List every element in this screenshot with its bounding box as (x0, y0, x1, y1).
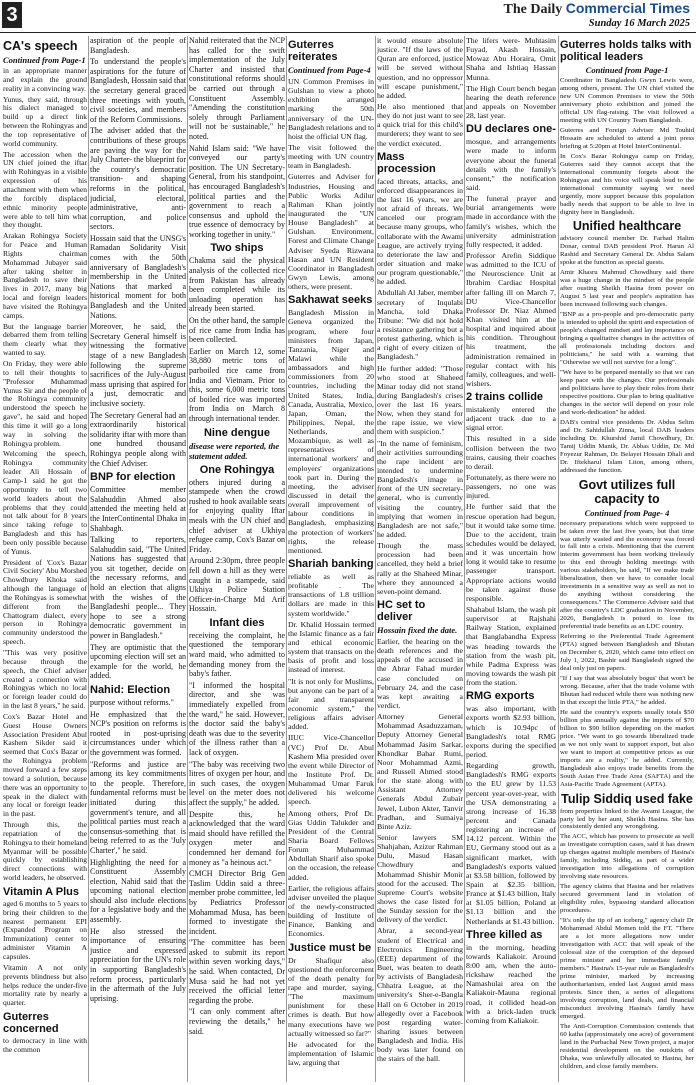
column-lifers (466, 36, 556, 1082)
paragraph: Chakma said the physical analysis of the collected rice from Pakistan has already been completed while its unloading operation has already been started. (189, 256, 285, 314)
paragraph: Yunus, they said, through his dialect managed to build up a direct link between the Rohingyas and the top representative of world community. (3, 94, 87, 148)
headline-one-rohingya: One Rohingya (199, 463, 275, 476)
paragraph: Amir Khasru Mahmud Chowdhury said there was a huge change in the mindset of the people after ousting Sheikh Hasina from power on August 5 last year and people's aspiration has been increased following such changes. (560, 269, 694, 309)
paragraph: Dr Shafiqur also questioned the enforcement of the death penalty for rape and murder, saying, "The maximum punishment for these crimes is death. But how many executions have we actually witnessed so far?" (288, 955, 374, 1038)
paragraph: Nahid Islam said: "We have conveyed our party's position. The UN Secretary-General, from his standpoint, has encouraged Bangladesh's political parties and the government to reach a consensus and uphold the true essence of democracy by working together in unity." (189, 143, 285, 239)
column-5 (377, 36, 463, 1082)
headline-shariah-banking: Shariah banking (288, 558, 374, 571)
headline: DU declares one- (466, 123, 556, 136)
brand-name (490, 0, 690, 18)
headline-mass-procession: Mass procession (377, 150, 436, 175)
column-divider (187, 36, 188, 1082)
subhead: disease were reported, the statement added. (189, 440, 280, 461)
paragraph: The agency claims that Hasina and her relatives secured government land in violation of eligibility rules, bypassing standard allocation procedures. (560, 883, 694, 915)
paragraph: mistakenly entered the adjacent track due to a signal error. (466, 405, 556, 433)
paragraph: The visit followed the meeting with UN country team in Bangladesh. (288, 142, 374, 171)
headline-tulip-siddiq: Tulip Siddiq used fake (561, 791, 693, 806)
paragraph: The funeral prayer and burial arrangements were made in accordance with the family's wishes, which the university administration fully respected, it added. (466, 194, 556, 249)
column-divider (558, 36, 559, 1082)
paragraph: Nahid reiterated that the NCP has called for the swift implementation of the July Charter and insisted that constitutional reforms should be carried out through a Constituent Assembly. "Amending the constitution solely through Parliament will not be sustainable," he noted. (189, 36, 285, 141)
paragraph: Coordinator in Bangladesh Gwyn Lewis were, among others, present. The UN chief visited the new UN Common Premises to view the 50th anniversary photo exhibition and joined the official UN flag-raising. The visit followed a meeting with UN Country Team Bangladesh. (560, 77, 694, 124)
paragraph: In Cox's Bazar Rohingya camp on Friday, Guterres said they cannot accept that the international community forgets about the Rohingyas and his voice will speak loud to the international community saying we need urgently, more support because this population badly needs that support to be able to live in dignity here in Bangladesh. (560, 152, 694, 216)
continued-note: Continued from Page- 4 (584, 507, 670, 518)
paragraph: reliable as well as profitable . The transactions of 1.8 trillion dollars are made in this system worldwide." (288, 572, 374, 618)
column-divider (286, 36, 287, 1082)
paragraph: Committee member Salahuddin Ahmed also attended the meeting held at the InterContinental Dhaka in Shahbagh. (90, 485, 186, 533)
paragraph: in the morning, heading towards Kaliakoir. Around 8:00 am, when the auto-rickshaw reached the Namashulai area on the Kaliakoir-Mauna regional road, it collided head-on with a brick-laden truck coming from Kaliakoir. (466, 942, 556, 1025)
paragraph: Highlighting the need for a Constituent Assembly election, Nahid said that the upcoming national election should also include elections for a legislative body and the assembly. (90, 857, 186, 925)
paragraph: Earlier on March 12, some 38,880 metric tons of parboiled rice came from India and Vietnam. Prior to this, some 6,000 metric tons of boiled rice was imported from India on March 8 through international tender. (189, 346, 285, 423)
paragraph: The ACC, which has powers to prosecute as well as investigate corruption cases, said it has drawn up charges against multiple members of Hasina's family, including Siddiq, as part of a wider investigation into allegations of corruption involving state resources. (560, 833, 694, 881)
headline-justice-must-be: Justice must be (288, 941, 372, 954)
paragraph: The lifers were- Muhtasim Fuyad, Akash Hossain, Mowaz Abu Horaira, Omit Shaha and Ishtiaq Hassan Munna. (466, 36, 556, 82)
paragraph: Shahabul Islam, the wash pit supervisor at Rajshahi Railway Station, explained that Banglabandha Express was heading towards the station from the wash pit, while Padma Express was moving towards the wash pit from the station. (466, 605, 556, 688)
headline-hc-verdict: HC set to deliver (377, 599, 426, 624)
paragraph: others injured during a stampede when the crowd rushed to hook available seats for enjoying quality Iftar meals with the UN chief and chief adviser at Ukhiya refugee camp, Cox's Bazar on Friday. (189, 477, 285, 554)
headline-unified-healthcare: Unified healthcare (572, 219, 682, 234)
paragraph: Though the mass procession had been cancelled, they held a brief rally at the Shaheed Minar, where they announced a seven-point demand. (377, 541, 463, 596)
paragraph: from properties linked to the Awami League, the party led by her aunt, Sheikh Hasina. She has consistently denied any wrongdoing. (560, 807, 694, 831)
headline: RMG exports (466, 690, 535, 703)
paragraph: CMCH Director Brig Gen Taslim Uddin said a three-member probe committee, led by Pediatrics Professor Mohammad Musa, has been formed to investigate the incident. (189, 869, 285, 936)
column-4 (288, 36, 374, 1082)
headline-govt-capacity: Govt utilizes full capacity to (578, 477, 676, 506)
headline-vitamin-a: Vitamin A Plus (3, 885, 80, 898)
column-3 (189, 36, 285, 1082)
paragraph: Earlier, the religious affairs adviser unveiled the plaque of the newly-constructed building of Institute of Finance, Banking and Economics. (288, 883, 374, 939)
paragraph: "It is not only for Muslims, but anyone can be part of a fair and transparent economic system," the religious affairs adviser added. (288, 676, 374, 732)
paragraph: "The baby was receiving two litres of oxygen per hour, and in such cases, the oxygen level on the meter does not affect the supply," he added. (189, 759, 285, 807)
headline-bnp-election: BNP for election (90, 471, 176, 484)
paragraph: Through this, the repatriation of the Rohingya to their homeland Myanmar will be possible quickly by establishing direct connections with world leaders, he observed. (3, 820, 87, 883)
column-divider (375, 36, 376, 1082)
paragraph: He emphasized that the NCP's position on reforms is rooted in post-uprising circumstances under which the government was formed. (90, 709, 186, 757)
paragraph: Attorney General Mohammad Asaduzzaman, Deputy Attorney General Mohammad Jasim Sarkar, Khondkar Bahar Rumi, Noor Mohammad Azmi, and Russell Ahmed stood for the state along with Assistant Attorney Generals Abdul Zubair Jewel, Lubon Akter, Tanvir Pradhan, and Sumaiya Binte Aziz. (377, 712, 463, 831)
paragraph: Dr. Khalid Hossain termed the Islamic finance as a fair and ethical economic system that transacts on the basis of profit and loss instead of interest. (288, 619, 374, 675)
masthead (0, 0, 696, 33)
paragraph: He advocated for the implementation of Islamic law, arguing that (288, 1039, 374, 1068)
paragraph: necessary preparations which were supposed to be taken over the last five years, but that time was utterly wasted and the economy was forced to fall into a crisis. Mentioning that the current interim government has been working tirelessly to this end through holding meetings with various stakeholders, he said, "If we make trade liberalization, then we have to consider local investments in a sensitive way as well as not to do anything without considering the consequences." The Commerce Adviser said that after the country's LDC graduation in November, 2026, Bangladesh is poised to lose its preferential trade benefits as an LDC country. (560, 519, 694, 631)
paragraph: This resulted in a side collision between the two trains, causing their coaches to derail. (466, 434, 556, 471)
headline-two-ships: Two ships (210, 242, 264, 255)
paragraph: "BNP as a pro-people and pro-democratic party is intended to uphold the spirit and expectation of people's changed mindset and lay importance on bringing a qualitative changes in the activities of all professionals including doctors and politicians," he said with a warning that "Otherwise we will not survive for a long". (560, 311, 694, 366)
paragraph: Abrar, a second-year student of Electrical and Electronics Engineering (EEE) department of the Buet, was beaten to death by activists of Bangladesh Chhatra League, at the university's Sher-e-Bangla Hall on 6 October in 2019 allegedly over a Facebook post regarding water-sharing issues between Bangladesh and India. His body was later found on the stairs of the hall. (377, 926, 463, 1064)
paragraph: Arakan Rohingya Society for Peace and Human Rights chairman Mohammad Jubayer said after taking shelter in Bangladesh to save their lives in 2017, many big local and foreign leaders have visited the Rohingya camps. (3, 231, 87, 320)
brand (490, 0, 690, 30)
paragraph: He also stressed the importance of ensuring justice and expressed appreciation for the UN's role in supporting Bangladesh's reform process, particularly in the aftermath of the July uprising. (90, 926, 186, 1003)
column-divider (464, 36, 465, 1082)
paragraph: IIUC Vice-Chancellor (VC) Prof Dr. Abul Kashem Mia presided over the event while Director of the Institute Prof. Dr. Muhammad Umar Faruk delivered his welcome speech. (288, 733, 374, 807)
headline-guterres-concerned: Guterres concerned (3, 1011, 59, 1036)
paragraph: The accession when the UN chief joined the iftar with Rohingyas in a visible expression of his attachment with them when the forcibly displaced ethnic minority people were able to tell him what they thought. (3, 149, 87, 230)
paragraph: Regarding growth, Bangladesh's RMG exports to the EU grew by 11.53 percent year-over-year, with the USA demonstrating a strong increase of 16.38 percent and Canada registering an increase of 14.12 percent. Within the EU, Germany stood out as a significant market, with Bangladesh's exports valued at $3.58 billion, followed by Spain at $2.35 billion, France at $1.43 billion, Italy at $1.05 billion, Poland at $1.13 billion and the Netherlands at $1.43 billion. (466, 761, 556, 926)
headline-cas-speech: CA's speech (3, 39, 78, 53)
paragraph: was also important, with exports worth $2.93 billion, which is 10.94pc of Bangladesh's total RMG exports during the specified period. (466, 704, 556, 759)
headline: Three killed as (466, 928, 543, 941)
headline: 2 trains collide (466, 391, 544, 404)
paragraph: "This was very positive because through the speech, the Chief adviser created a connection with Rohingyas which no local or foreign leader could do in the last 8 years," he said. (3, 648, 87, 711)
headline-nine-dengue: Nine dengue (203, 426, 270, 439)
paragraph: DAB's central vice presidents Dr. Abdus Selim and Dr. Sahidullah Zinna, local DAB leaders including Dr. Khurshid Jamil Chowdhury, Dr. Tamij Uddin Manik, Dr. Abbas Uddin, Dr. Md Foyezur Rahman, Dr. Belayet Hossain Dhali and Dr. Iftekharul Islam Liton, among others, addressed the function. (560, 418, 694, 474)
paragraph: "I informed the hospital director, and she was immediately expelled from the ward," he said. However, the doctor said the baby's death was due to the severity of the illness rather than a lack of oxygen. (189, 680, 285, 757)
paragraph: receiving the complaint, he questioned the temporary ward maid, who admitted to demanding money from the baby's father. (189, 630, 285, 679)
paragraph: in an appropriate manner and explain the ground reality in a convincing way. (3, 66, 87, 93)
continued-note: Continued from Page-4 (288, 65, 371, 75)
paragraph: "It's only the tip of an iceberg," agency chair Dr Mohammad Abdul Momen told the FT. "There are a lot more allegations now under investigation with ACC that will speak of the colossal size of the corruption of the deposed prime minister and her immediate family members." Hasina's 15-year rule as Bangladesh's prime minister, marked by increasing authoritarianism, ended last August amid mass protests. Since then, a series of allegations involving corruption, land deals, and financial misconduct involving Hasina's family have emerged. (560, 917, 694, 1020)
paragraph: "In the name of feminism, their activities surrounding the rape incident are intended to undermine Bangladesh's image in front of the UN secretary-general, who is currently visiting the country, implying that women in Bangladesh are not safe," he added. (377, 438, 463, 540)
paragraph: "If I say that was absolutely bogus' that won't be wrong. Because, after that the trade volume with Bhutan had reduced while there was nothing new in that except the little PTA," he added. (560, 674, 694, 706)
paragraph: The adviser added that the contributions of these groups are paving the way for the July Charter- the blueprint for the country's democratic transition- and shaping reforms in the political, judicial, electoral, administrative, anti-corruption, and police sectors. (90, 126, 186, 232)
paragraph: Guterres and Foreign Adviser Md Touhid Hossain are scheduled to attend a joint press briefing at 5:20pm at Hotel InterContinental. (560, 126, 694, 150)
paragraph: Guterres and Adviser for Industries, Housing and Public Works Adilur Rahman Khan jointly inaugurated the "UN House Bangladesh" at Gulshan. Environment, Forest and Climate Change Adviser Syeda Rizwana Hasan and UN Resident Coordinator in Bangladesh Gwyn Lewis, among others, were present. (288, 172, 374, 292)
continued-note: Continued from Page-1 (3, 55, 86, 65)
column-1 (3, 36, 87, 1082)
paragraph: Hossain said that the UNSG's Ramadan Solidarity Visit comes with the 50th anniversary of Bangladesh's membership in the United Nations that marked a historical moment for both Bangladesh and the United Nations. (90, 233, 186, 320)
paragraph: The High Court bench began hearing the death reference and appeals on November 28, last year. (466, 83, 556, 121)
headline-guterres-talks: Guterres holds talks with political leaders (560, 39, 692, 63)
paragraph: Professor Arefin Siddique was admitted to the ICU of the Neuroscience Unit at Ibrahim Cardiac Hospital after falling ill on March 7, DU Vice-Chancellor Professor Dr. Niaz Ahmed Khan visited him at the hospital and inquired about his condition. Throughout his treatment, the administration remained in regular contact with his family, colleagues, and well-wishers. (466, 250, 556, 388)
paragraph: Moreover, he said, the Secretary General himself is witnessing the formative stage of a new Bangladesh following the supreme sacrifices of the July-August mass uprising that aspired for a just, democratic and inclusive society. (90, 322, 186, 408)
headline-infant-dies: Infant dies (209, 616, 265, 629)
paragraph: On Friday, they were able to tell their thoughts to "Professor Muhammad Yunus Sir and the people of the Rohingya community understood the speech he gave", he said and hoped this time it will go a long way in solving the Rohingya problem. (3, 359, 87, 448)
paragraph: advisory council member Dr. Farhad Halim Donar, central DAB president Prof. Harun Al Rashid and Secretary General Dr. Abdus Salam spoke at the function as special guests. (560, 235, 694, 267)
paragraph: "We have to be prepared mentally so that we can keep pace with the changes. Our professionals and politicians have to play their roles from their respective positions. Our plan to bring qualitative changes in the sector will depend on your role and work-dedication" he added. (560, 368, 694, 416)
paragraph: Vitamin A not only prevents blindness but also helps reduce the under-five mortality rate by nearly a quarter. (3, 962, 87, 1008)
paragraph: Bangladesh Mission in Geneva organized the program, where four ministers from Japan, Tanzania, Niger and Malawi while the ambassadors and high commissioners from 20 countries, including the United States, India, Canada, Australia, Mexico, Japan, Oman, the Philippines, Nepal, the Netherlands, and Mozambique, as well as representatives of international workers' and employers' organizations took part in. During the meeting, the adviser discussed in detail the overall improvement of labour conditions in Bangladesh, emphasizing the protection of workers' rights, the release mentioned. (288, 308, 374, 555)
headline-guterres-reiterates: Guterres reiterates (288, 39, 338, 63)
paragraph: UN Common Premises in Gulshan to view a photo exhibition arranged marking the 50th anniversary of the UN-Bangladesh relations and to hoist the official UN flag. (288, 77, 374, 141)
paragraph: Referring to the Preferential Trade Agreement (PTA) signed between Bangladesh and Bhutan on December 6, 2020, which came into effect on July 1, 2022, Bashir said Bangladesh signed the deal only just on papers. (560, 633, 694, 672)
paragraph: aged 6 months to 5 years to bring their children to the nearest permanent EPI (Expanded Program on Immunization) center to administer Vitamin A capsules. (3, 898, 87, 961)
paragraph: Earlier, the hearing on the death references and the appeals of the accused in the Abrar Fahad murder case concluded on February 24, and the case was kept awaiting a verdict. (377, 637, 463, 710)
paragraph: "I can only comment after reviewing the details," he said. (189, 1007, 285, 1036)
paragraph: Among others, Prof Dr. Gias Uddin Talukder and President of the Central Sharia Board Fellows Forum Muhammad Abdullah Sharif also spoke on the occasion, the release added. (288, 808, 374, 882)
subhead: Hossain fixed the date. (377, 625, 458, 636)
paragraph: Despite this, he acknowledged that the ward maid should have refilled the oxygen meter and condemned her demand for money as "a heinous act." (189, 809, 285, 867)
headline-sakhawat-seeks: Sakhawat seeks (288, 294, 373, 307)
paragraph: On the other hand, the sample of rice came from India has been collected. (189, 316, 285, 345)
paragraph: purpose without reforms." (90, 698, 174, 707)
paragraph: Welcoming the speech, Rohingya community leader Ali Hossain of Camp-1 said he got the opportunity to tell two world leaders about the problems that they could not talk about for 8 years since taking refuge to Bangladesh and this has been only possible because of Yunus. (3, 449, 87, 556)
paragraph: Cox's Bazar Hotel and Guest House Owners Association President Abul Kashem Sikder said it seemed that Cox's Bazar or the Rohingya problem moved forward a few steps toward a solution, because there was an opportunity to speak in the dialect with any local or foreign leader in the past. (3, 711, 87, 819)
paragraph: it would ensure absolute justice. "If the laws of the Quran are enforced, justice will be served without question, and no oppressor will escape punishment," he added. (377, 36, 463, 100)
paragraph: "Reforms and justice are among its key commitments to the people. Therefore, fundamental reforms must be initiated during this government's tenure, and all political parties must reach a consensus-something that is being referred to as the 'July Charter'," he said. (90, 759, 186, 855)
paragraph: faced threats, attacks, and enforced disappearances in the last 16 years, we are not afraid of threats. We canceled our program because many groups, who collaborate with the Awami League, are actively trying to deteriorate the law and order situation and make our program questionable," he added. (377, 176, 463, 287)
paragraph: Senior lawyers SM Shahjahan, Azizur Rahman Dulu, Masud Hasan Chowdhury and Mohammad Shishir Monir stood for the accused. The Supreme Court's website shows the case listed for the Sunday session for the delivery of the verdict. (377, 832, 463, 925)
paragraph: "The committee has been asked to submit its report within seven working days," he said. When contacted, Dr Musa said he had not yet received the official letter regarding the probe. (189, 938, 285, 1005)
paragraph: The Anti-Corruption Commission contends that 60 katha (approximately one acre) of government land in the Purbachal New Town project, a major residential development on the outskirts of Dhaka, was unlawfully allocated to Hasina, her children, and close family members. (560, 1022, 694, 1070)
paragraph: They are optimistic that the upcoming election will set an example for the world, he added. (90, 642, 186, 681)
brand-prefix: The Daily (503, 2, 566, 17)
paragraph: President of 'Cox's Bazar Civil Society' Abu Morshed Chowdhury Khoka said although the language of the Rohingyas is somewhat different from the Chattogram dialect, every person in Rohingya community understood the speech. (3, 557, 87, 647)
paragraph: He also mentioned that they do not just want to see a quick trial for this child's murderers; they want to see the verdict executed. (377, 101, 463, 148)
brand-main: Commercial Times (565, 0, 690, 16)
headline-nahid-election: Nahid: Election (90, 684, 171, 696)
paragraph: mosque, and arrangements were made to inform everyone about the funeral details with the family's consent," the notification said. (466, 137, 556, 192)
paragraph: aspiration of the people of Bangladesh. (90, 36, 186, 55)
paragraph: Around 2:30pm, three people fell down a hill as they were caught in a stampede, said Ukhiya Police Station Officer-in-Charge Md Arif Hossain. (189, 556, 285, 614)
paragraph: But the language barrier debarred them from telling them clearly what they wanted to say. (3, 321, 87, 358)
paragraph: He said the country's exports usually totals $50 billion plus annually against the imports of $70 billion to $90 billion depending on the market price. "We want to go towards liberalized trade as we not only want to support export, but also we want to import at competitive prices as our imports are a reality," he added. Currently, Bangladesh also enjoys trade benefits from the South Asian Free Trade Area (SAFTA) and the Asia-Pacific Trade Agreement (APTA). (560, 708, 694, 788)
paragraph: He further said that the rescue operation had begun, but it would take some time. Due to the accident, train schedules would be delayed, and it was uncertain how long it would take to resume passenger transport. Appropriate actions would be taken against those responsible. (466, 502, 556, 603)
paragraph: To understand the people's aspirations for the future of Bangladesh, Hossain said that the secretary general graced three meetings with youth, civil societies, and members of the Reform Commissions. (90, 57, 186, 124)
paragraph: to democracy in line with the common (3, 1036, 87, 1054)
paragraph: He further added: "Those who stood at Shaheed Minar today did not stand during Bangladesh's crises over the last 16 years. Now, when they stand for the rape issue, we view them with suspicion." (377, 363, 463, 437)
issue-date: Sunday 16 March 2025 (588, 18, 690, 29)
column-divider (88, 36, 89, 1082)
paragraph: The Secretary General had an extraordinarily historical solidarity iftar with more than one hundred thousand Rohingya people along with the Chief Adviser. (90, 410, 186, 468)
column-6 (560, 36, 694, 1082)
paragraph: Talking to reporters, Salahuddin said, "The United Nations has suggested that you sit together, decide on the necessary reforms, and hold an election that aligns with the wishes of the Bangladeshi people... They hope to see a strong democratic government in power in Bangladesh." (90, 535, 186, 641)
continued-note: Continued from Page-1 (585, 65, 669, 75)
page-number: 3 (2, 2, 22, 28)
column-2 (90, 36, 186, 1082)
paragraph: Fortunately, as there were no passengers, no one was injured. (466, 473, 556, 501)
paragraph: Abdullah Al Jaber, member secretary of Inqulabi Mancha, told Dhaka Tribune: "We did not hold a resistance gathering but a protest gathering, which is a right of every citizen of Bangladesh." (377, 288, 463, 362)
